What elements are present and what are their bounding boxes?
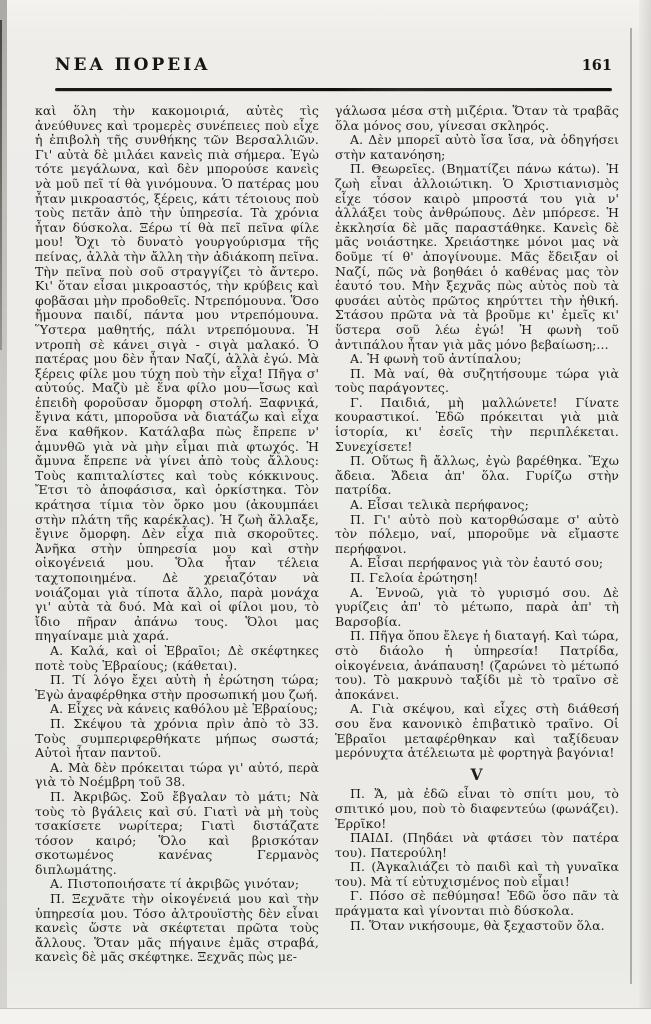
- paragraph: Α. Ἡ φωνὴ τοῦ ἀντίπαλου;: [350, 351, 522, 367]
- paragraph: Α. Καλά, καὶ οἱ Ἑβραῖοι; Δὲ σκέφτηκες ποτὲ τοὺς Ἑβραίους; (κάθεται).: [35, 642, 319, 673]
- paragraph: Π. Μὰ ναί, θὰ συζητήσουμε τώρα γιὰ τοὺς παράγοντες.: [335, 365, 619, 396]
- paragraph: Π. Ἄ, μὰ ἐδῶ εἶναι τὸ σπίτι μου, τὸ σπιτικό μου, ποὺ τὸ διαφεντεύω (φωνάζει). Ἐρρῖκο!: [335, 786, 619, 831]
- scan-edge-left-streak: [0, 20, 2, 350]
- paragraph: Π. Σκέψου τὰ χρόνια πρὶν ἀπὸ τὸ 33. Τοὺς συμπεριφερθήκατε μήπως σωστά; Αὐτοὶ ἦταν παντοῦ.: [35, 715, 319, 761]
- paragraph: Α. Εἶχες νὰ κάνεις καθόλου μὲ Ἑβραίους;: [50, 701, 319, 717]
- paragraph: Α. Εἶσαι περήφανος γιὰ τὸν ἑαυτό σου;: [350, 555, 604, 571]
- journal-title: ΝΕΑ ΠΟΡΕΙΑ: [55, 55, 211, 75]
- paragraph: Α. Εἶσαι τελικὰ περήφανος;: [350, 497, 529, 513]
- paragraph: Γ. Πόσο σὲ πεθύμησα! Ἐδῶ ὅσο πᾶν τὰ πράγματα καὶ γίνονται πιὸ δύσκολα.: [335, 888, 619, 919]
- paragraph: Π. Γι' αὐτὸ ποὺ κατορθώσαμε σ' αὐτὸ τὸν πόλεμο, ναί, μποροῦμε νὰ εἴμαστε περήφανοι.: [335, 511, 619, 556]
- header-rule: [55, 88, 612, 91]
- paragraph: Π. Τί λόγο ἔχει αὐτὴ ἡ ἐρώτηση τώρα; Ἐγὼ ἀναφέρθηκα στὴν προσωπική μου ζωή.: [35, 672, 319, 702]
- section-heading: V: [470, 764, 484, 784]
- paragraph: Α. Ἐννοῶ, γιὰ τὸ γυρισμό σου. Δὲ γυρίζεις ἀπ' τὸ μέτωπο, παρὰ ἀπ' τὴ Βαρσοβία.: [335, 584, 619, 629]
- text-columns: [35, 104, 619, 988]
- paragraph: Π. Οὕτως ἢ ἄλλως, ἐγὼ βαρέθηκα. Ἔχω ἄδεια. Ἄδεια ἀπ' ὅλα. Γυρίζω στὴν πατρίδα.: [335, 453, 619, 498]
- paragraph: Γ. Παιδιά, μὴ μαλλώνετε! Γίνατε κουραστικοί. Ἐδῶ πρόκειται γιὰ μιὰ ἱστορία, κι' ἐσεῖς τὴν περιπλέκεται. Συνεχίσετε!: [335, 394, 619, 454]
- paragraph: Π. Πῆγα ὅπου ἔλεγε ἡ διαταγή. Καὶ τώρα, στὸ διάολο ἡ ὑπηρεσία! Πατρίδα, οἰκογένεια, ἀνάπαυση! (ζαρώνει τὸ μέτωπό του). Τὸ μακρυνὸ ταξίδι μὲ τὸ τραῖνο σὲ ἀποκάνει.: [335, 628, 619, 702]
- paragraph: Π. Ξεχνᾶτε τὴν οἰκογένειά μου καὶ τὴν ὑπηρεσία μου. Τόσο ἀλτρουϊστὴς δὲν εἶναι κανεὶς ὥστε νὰ σκέφτεται πρῶτα τοὺς ἄλλους. Ὅταν μᾶς πήγαινε ἐμᾶς στραβά, κανεὶς δὲ μᾶς σκέφτηκε. Ξεχνᾶς πὼς με-: [35, 891, 319, 965]
- paragraph: Α. Μὰ δὲν πρόκειται τώρα γι' αὐτό, περὰ γιὰ τὸ Νοέμβρη τοῦ 38.: [35, 759, 319, 790]
- scan-right-line: [630, 28, 632, 984]
- text-column-right: [335, 104, 619, 988]
- paragraph: Π. Γελοία ἐρώτηση!: [350, 570, 479, 585]
- paragraph: Π. Ἀκριβῶς. Σοῦ ἔβγαλαν τὸ μάτι; Νὰ τοὺς τὸ βγάλεις καὶ σύ. Γιατὶ νὰ μὴ τοὺς τσακίσετε νωρίτερα; Γιατὶ διστάζατε τόσον καιρό; Ὅλο καὶ βρισκόταν σκοτωμένος κανένας Γερμανὸς διπλωμάτης.: [35, 788, 319, 877]
- paragraph: Π. Θεωρεῖες. (Βηματίζει πάνω κάτω). Ἡ ζωὴ εἶναι ἀλλοιώτικη. Ὁ Χριστιανισμὸς εἶχε τόσον καιρὸ μπροστά του γιὰ ν' ἀλλάξει τοὺς ἀνθρώπους. Δὲν μπόρεσε. Ἡ ἐκκλησία δὲ μᾶς παραστάθηκε. Κανεὶς δὲ μᾶς νοιάστηκε. Χρειάστηκε μόνοι μας νὰ δοῦμε τί θ' ἀπογίνουμε. Μᾶς ἔδειξαν οἱ Ναζί, πῶς νὰ βοηθάει ὁ καθένας μας τὸν ἑαυτό του. Μὴν ξεχνᾶς πὼς αὐτὸς ποὺ τὰ φυσάει αὐτὸς πρῶτος κηρύττει τὴν ἠθική. Στάσου πρῶτα νὰ τὰ βροῦμε κι' ἐμεῖς κι' ὕστερα σοῦ λέω ἐγώ! Ἡ φωνὴ τοῦ ἀντιπάλου ἦταν γιὰ μᾶς μόνο βεβαίωση;...: [335, 161, 619, 352]
- scan-bottom-band: [0, 1008, 651, 1024]
- scan-edge-right-band: [639, 0, 651, 1024]
- paragraph: ΠΑΙΔΙ. (Πηδάει νὰ φτάσει τὸν πατέρα του). Πατερούλη!: [335, 830, 619, 860]
- paragraph: καὶ ὅλη τὴν κακομοιριά, αὐτὲς τὶς ἀνεύθυνες καὶ τρομερὲς συνέπειες ποὺ εἶχε ἡ ἐπιβολὴ τῆς συνθήκης τῶν Βερσαλλιῶν. Γι' αὐτὰ δὲ μιλάει κανεὶς πιὰ σήμερα. Ἐγὼ τότε μεγάλωνα, καὶ δὲν μπορούσε κανεὶς νὰ μοῦ πεῖ τί θὰ γινόμουνα. Ὁ πατέρας μου ἦταν μικροαστός, ξέρεις, κάτι τέτοιους ποὺ τοὺς πετᾶν ἀπὸ τὴν ὑπηρεσία. Τὰ χρόνια ἦταν δύσκολα. Ξέρω τί θὰ πεῖ πεῖνα φίλε μου! Ὄχι τὸ δυνατὸ γουργούρισμα τῆς πείνας, ἀλλὰ τὴν ἄλλη τὴν ἀδιάκοπη πεῖνα. Τὴν πεῖνα ποὺ σοῦ στραγγίζει τὸ ἄντερο. Κι' ὅταν εἶσαι μικροαστός, τὴν κρύβεις καὶ φοβᾶσαι μὴν προδοθεῖς. Ντρεπόμουνα. Ὅσο ἤμουνα παιδί, πάντα μου ντρεπόμουνα. Ὕστερα μαθητής, πάλι ντρεπόμουνα. Ἡ ντροπὴ σὲ κάνει σιγὰ - σιγὰ μαλακό. Ὁ πατέρας μου δὲν ἦταν Ναζί, ἀλλὰ ἐγώ. Μὰ ξέρεις φίλε μου τύχη ποὺ τὴν εἶχα! Πῆγα σ' αὐτούς. Μαζὺ μὲ ἕνα φίλο μου—ἴσως καὶ ἐπειδὴ φοροῦσαν ὄμορφη στολή. Ξαφνικά, ἔγινα κάτι, μποροῦσα νὰ διατάζω καὶ εἶχα ἕνα καθῆκον. Κατάλαβα πὼς ἔπρεπε ν' ἀμυνθῶ γιὰ νὰ μὴν εἶμαι πιὰ φτωχός. Ἡ ἄμυνα ἔπρεπε νὰ γίνει ἀπὸ τοὺς ἄλλους: Τοὺς καπιταλίστες καὶ τοὺς κόκκινους. Ἔτσι τὸ ἀποφάσισα, καὶ ὁρκίστηκα. Τὸν κράτησα τίμια τὸν ὅρκο μου (ἀκουμπάει στὴν πλάτη τῆς καρέκλας). Ἡ ζωὴ ἄλλαξε, ἔγινε ὄμορφη. Δὲν εἶχα πιὰ σκοροῦτες. Ἀνῆκα στὴν ὑπηρεσία μου καὶ στὴν οἰκογένειά μου. Ὅλα ἦταν τέλεια ταχτοποιημένα. Δὲ χρειαζόταν νὰ νοιάζομαι γιὰ τίποτα ἄλλο, παρὰ μονάχα γι' αὐτὰ τὰ δυό. Μὰ καὶ οἱ φίλοι μου, τὸ ἴδιο πῆραν ἀπάνω τους. Ὅλοι μας πηγαίναμε μιὰ χαρά.: [35, 104, 319, 644]
- page-number: 161: [581, 57, 612, 74]
- paragraph: Π. (Ἀγκαλιάζει τὸ παιδὶ καὶ τὴ γυναῖκα του). Μὰ τί εὐτυχισμένος ποὺ εἶμαι!: [335, 859, 619, 889]
- paragraph: Α. Πιστοποιήσατε τί ἀκριβῶς γινόταν;: [50, 876, 300, 892]
- paragraph: Α. Δὲν μπορεῖ αὐτὸ ἴσα ἴσα, νὰ ὁδηγήσει στὴν κατανόηση;: [335, 132, 619, 162]
- paragraph: Π. Ὅταν νικήσουμε, θὰ ξεχαστοῦν ὅλα.: [350, 917, 605, 933]
- page-header: [55, 55, 612, 75]
- paragraph: Α. Γιὰ σκέψου, καὶ εἶχες στὴ διάθεσή σου ἕνα κανονικὸ ἐπιβατικὸ τραῖνο. Οἱ Ἑβραῖοι μεταφέρθηκαν καὶ ταξίδευαν μερόνυχτα ἀτέλειωτα μὲ φορτηγὰ βαγόνια!: [335, 701, 619, 761]
- text-column-left: [35, 104, 319, 988]
- paragraph: γάλωσα μέσα στὴ μιζέρια. Ὅταν τὰ τραβᾶς ὅλα μόνος σου, γίνεσαι σκληρός.: [335, 104, 619, 133]
